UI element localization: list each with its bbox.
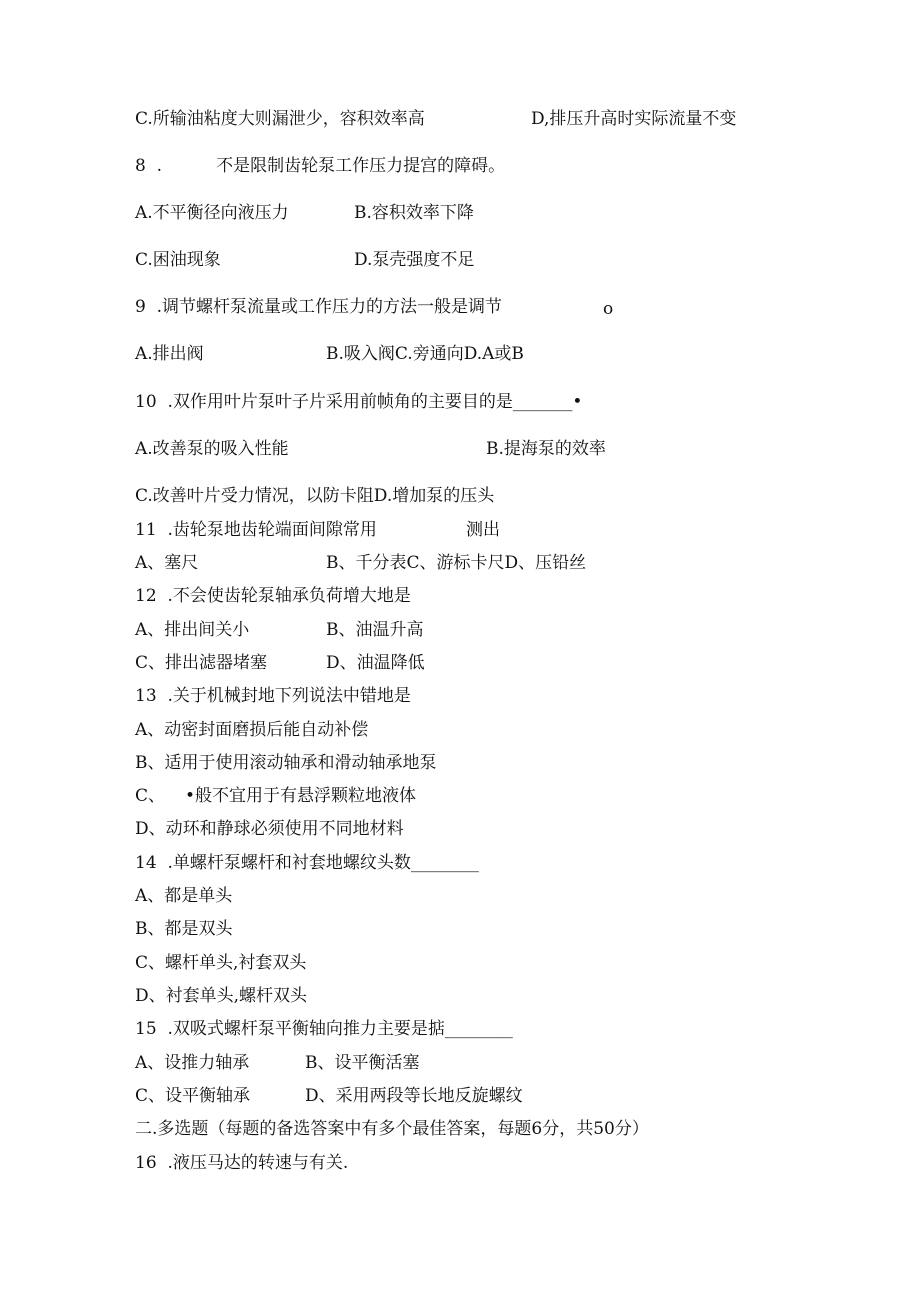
q15-stem: 15 .双吸式螺杆泵平衡轴向推力主要是掂________: [135, 1019, 513, 1039]
q9-stem-end: o: [603, 299, 614, 319]
q11-stem-end: 测出: [466, 520, 500, 540]
q12-stem: 12 .不会使齿轮泵轴承负荷增大地是: [135, 586, 411, 606]
q14-option-d: D、衬套单头,螺杆双头: [135, 986, 308, 1006]
q12-option-c: C、排出滤器堵塞: [135, 653, 268, 673]
q15-option-d: D、采用两段等长地反旋螺纹: [305, 1086, 523, 1106]
q12-option-a: A、排出间关小: [135, 620, 250, 640]
q14-option-a: A、都是单头: [135, 886, 233, 906]
q8-option-d: D.泵壳强度不足: [354, 250, 475, 270]
q8-option-b: B.容积效率下降: [354, 203, 474, 223]
q11-stem: 11 .齿轮泵地齿轮端面间隙常用: [135, 520, 377, 540]
q14-stem: 14 .单螺杆泵螺杆和衬套地螺纹头数________: [135, 853, 479, 873]
q12-option-b: B、油温升高: [326, 620, 424, 640]
q10-options-cd: C.改善叶片受力情况，以防卡阻D.增加泵的压头: [135, 486, 495, 506]
q15-option-b: B、设平衡活塞: [305, 1053, 420, 1073]
q11-options-bcd: B、千分表C、游标卡尺D、压铅丝: [326, 553, 587, 573]
q7-option-c: C.所输油粘度大则漏泄少，容积效率高: [135, 109, 425, 129]
section-heading-multiple-choice: 二.多选题（每题的备选答案中有多个最佳答案，每题6分，共50分）: [135, 1119, 649, 1139]
q10-stem: 10 .双作用叶片泵叶子片采用前帧角的主要目的是_______•: [135, 392, 583, 412]
q13-option-c: •般不宜用于有悬浮颗粒地液体: [185, 786, 417, 806]
q13-option-b: B、适用于使用滚动轴承和滑动轴承地泵: [135, 753, 437, 773]
q10-option-b: B.提海泵的效率: [486, 439, 606, 459]
q14-option-b: B、都是双头: [135, 919, 233, 939]
q13-option-c-label: C、: [135, 786, 166, 806]
q8-stem: 8 . 不是限制齿轮泵工作压力提宫的障碍。: [135, 156, 506, 176]
q10-option-a: A.改善泵的吸入性能: [135, 439, 289, 459]
q9-option-a: A.排出阀: [135, 344, 204, 364]
q7-option-d: D,排压升高时实际流量不变: [531, 109, 737, 129]
q13-stem: 13 .关于机械封地下列说法中错地是: [135, 686, 411, 706]
q11-option-a: A、塞尺: [135, 553, 199, 573]
q13-option-d: D、动环和静球必须使用不同地材料: [135, 819, 404, 839]
q8-option-c: C.困油现象: [135, 250, 221, 270]
q8-option-a: A.不平衡径向液压力: [135, 203, 289, 223]
q15-option-a: A、设推力轴承: [135, 1053, 250, 1073]
q12-option-d: D、油温降低: [326, 653, 425, 673]
q9-stem: 9 .调节螺杆泵流量或工作压力的方法一般是调节: [135, 297, 503, 317]
q16-stem: 16 .液压马达的转速与有关.: [135, 1153, 349, 1173]
q15-option-c: C、设平衡轴承: [135, 1086, 251, 1106]
q13-option-a: A、动密封面磨损后能自动补偿: [135, 720, 369, 740]
q14-option-c: C、螺杆单头,衬套双头: [135, 953, 307, 973]
q9-options-bcd: B.吸入阀C.旁通向D.A或B: [326, 344, 524, 364]
